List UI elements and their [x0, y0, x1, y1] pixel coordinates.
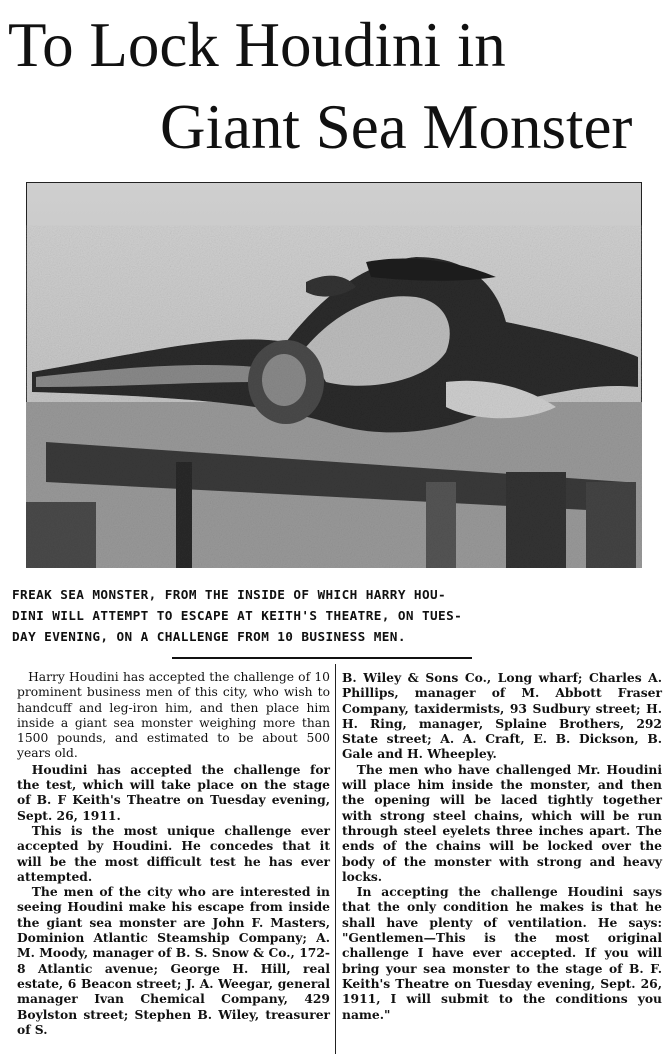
sea-monster-photo	[26, 182, 642, 568]
caption-line-2: DINI WILL ATTEMPT TO ESCAPE AT KEITH'S THEATRE, ON TUES-	[12, 608, 463, 623]
paragraph: This is the most unique challenge ever accepted by Houdini. He concedes that it will be the most difficult test he has ever attempted.	[17, 822, 330, 884]
column-divider	[335, 664, 336, 1054]
paragraph: Harry Houdini has accepted the challenge of 10 prominent business men of this city, who wish to handcuff and leg-iron him, and then place him inside a giant sea monster weighing more than 1500 pounds, and estimated to be about 500 years old.	[17, 670, 330, 761]
caption-rule	[172, 657, 472, 659]
article-column-left	[17, 670, 330, 1037]
article-column-right	[342, 670, 662, 1022]
paragraph: Houdini has accepted the challenge for the test, which will take place on the stage of B. F Keith's Theatre on Tuesday evening, Sept. 26, 1911.	[17, 761, 330, 823]
headline-line-1: To Lock Houdini in	[8, 10, 506, 80]
paragraph: The men who have challenged Mr. Houdini will place him inside the monster, and then the opening will be laced tightly together with strong steel chains, which will be run through steel eyelets three inches apart. The ends of the chains will be locked over the body of the monster with strong and heavy locks.	[342, 761, 662, 884]
paragraph: B. Wiley & Sons Co., Long wharf; Charles A. Phillips, manager of M. Abbott Fraser Company, taxidermists, 93 Sudbury street; H. H. Ring, manager, Splaine Brothers, 292 State street; A. A. Craft, E. B. Dickson, B. Gale and H. Wheepley.	[342, 670, 662, 762]
paragraph: In accepting the challenge Houdini says that the only condition he makes is that he shall have plenty of ventilation. He says: "Gentlemen—This is the most original challenge I have ever accepted. If you will bring your sea monster to the stage of B. F. Keith's Theatre on Tuesday evening, Sept. 26, 1911, I will submit to the conditions you name."	[342, 884, 662, 1022]
caption-line-3: DAY EVENING, ON A CHALLENGE FROM 10 BUSINESS MEN.	[12, 629, 406, 644]
caption-line-1: FREAK SEA MONSTER, FROM THE INSIDE OF WHICH HARRY HOU-	[12, 587, 447, 602]
headline-line-2: Giant Sea Monster	[160, 92, 633, 162]
photo-caption	[12, 584, 660, 647]
paragraph: The men of the city who are interested in seeing Houdini make his escape from inside the giant sea monster are John F. Masters, Dominion Atlantic Steamship Company; A. M. Moody, manager of B. S. Snow & Co., 172-8 Atlantic avenue; George H. Hill, real estate, 6 Beacon street; J. A. Weegar, general manager Ivan Chemical Company, 429 Boylston street; Stephen B. Wiley, treasurer of S.	[17, 884, 330, 1037]
